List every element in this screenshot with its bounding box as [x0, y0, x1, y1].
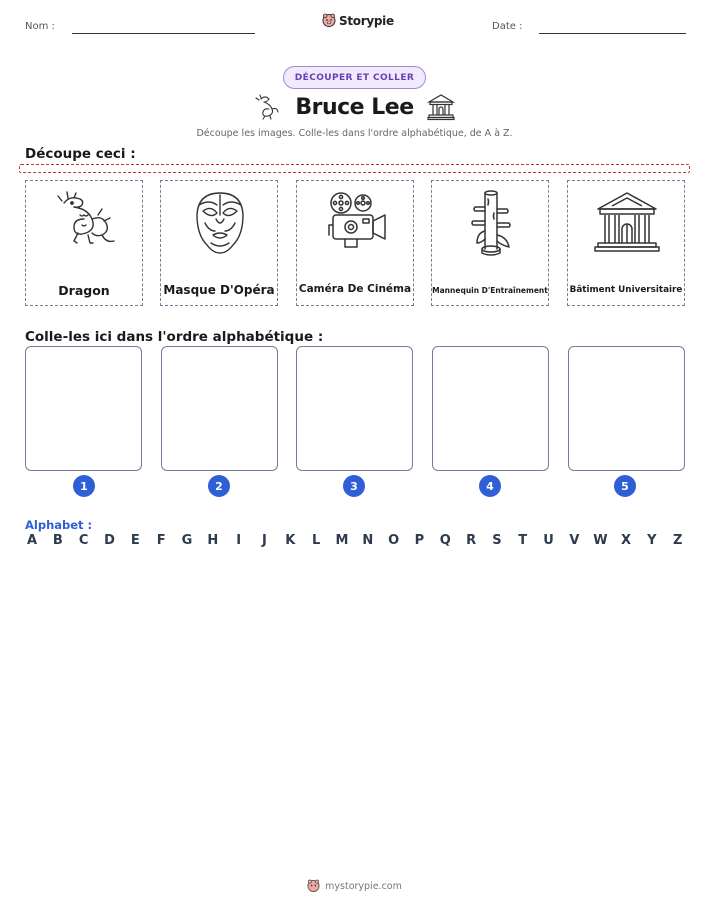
- footer: [0, 879, 709, 893]
- alphabet-letter: Y: [647, 533, 657, 548]
- brand-name: Storypie: [339, 13, 394, 28]
- film-camera-icon: [321, 189, 391, 259]
- order-number-1: 1: [73, 475, 95, 497]
- cut-card-dragon[interactable]: [25, 180, 143, 306]
- cut-card-wooden-dummy[interactable]: [431, 180, 549, 306]
- paste-box-3[interactable]: [296, 346, 413, 471]
- date-line[interactable]: [539, 33, 686, 34]
- alphabet-letter: T: [518, 533, 528, 548]
- alphabet-letter: R: [466, 533, 477, 548]
- cut-card-university-building[interactable]: [567, 180, 685, 306]
- alphabet-letter: F: [156, 533, 166, 548]
- wooden-dummy-icon: [456, 189, 526, 259]
- card-label: Masque D'Opéra: [163, 283, 275, 297]
- storypie-mascot-icon: [322, 13, 336, 28]
- name-line[interactable]: [72, 33, 255, 34]
- dragon-icon: [253, 92, 283, 122]
- alphabet-letter: L: [311, 533, 321, 548]
- alphabet-letter: B: [52, 533, 63, 548]
- alphabet-row: [25, 533, 685, 548]
- opera-mask-icon: [185, 189, 255, 259]
- alphabet-letter: V: [569, 533, 580, 548]
- alphabet-letter: X: [621, 533, 632, 548]
- alphabet-letter: E: [130, 533, 140, 548]
- name-label: Nom :: [25, 21, 55, 32]
- instructions: Découpe les images. Colle-les dans l'ordre alphabétique, de A à Z.: [196, 128, 513, 139]
- page-title: Bruce Lee: [295, 94, 414, 120]
- order-number-4: 4: [479, 475, 501, 497]
- alphabet-letter: P: [414, 533, 425, 548]
- alphabet-letter: O: [388, 533, 400, 548]
- paste-box-1[interactable]: [25, 346, 142, 471]
- brand-logo: [322, 13, 394, 28]
- paste-box-4[interactable]: [432, 346, 549, 471]
- storypie-mascot-icon: [307, 879, 320, 893]
- card-label: Caméra De Cinéma: [298, 283, 412, 295]
- footer-link[interactable]: mystorypie.com: [325, 880, 402, 892]
- cut-card-film-camera[interactable]: [296, 180, 414, 306]
- alphabet-letter: J: [262, 533, 267, 548]
- order-number-5: 5: [614, 475, 636, 497]
- alphabet-letter: W: [593, 533, 608, 548]
- alphabet-letter: H: [207, 533, 219, 548]
- alphabet-letter: S: [492, 533, 502, 548]
- paste-box-5[interactable]: [568, 346, 685, 471]
- card-label: Bâtiment Universitaire: [569, 285, 683, 295]
- alphabet-letter: M: [335, 533, 349, 548]
- date-label: Date :: [492, 21, 523, 32]
- alphabet-letter: K: [285, 533, 296, 548]
- cut-heading: Découpe ceci :: [25, 146, 136, 162]
- alphabet-letter: U: [543, 533, 554, 548]
- cut-line: [19, 164, 690, 173]
- cut-card-opera-mask[interactable]: [160, 180, 278, 306]
- order-number-2: 2: [208, 475, 230, 497]
- alphabet-letter: N: [362, 533, 374, 548]
- dragon-icon: [50, 189, 120, 259]
- alphabet-letter: A: [26, 533, 38, 548]
- alphabet-letter: Q: [439, 533, 451, 548]
- alphabet-letter: I: [236, 533, 242, 548]
- card-label: Mannequin D'Entraînement: [432, 286, 548, 295]
- alphabet-letter: G: [181, 533, 193, 548]
- building-icon: [426, 92, 456, 122]
- activity-badge: DÉCOUPER ET COLLER: [283, 66, 426, 89]
- alphabet-letter: Z: [672, 533, 683, 548]
- alphabet-letter: C: [78, 533, 89, 548]
- paste-heading: Colle-les ici dans l'ordre alphabétique :: [25, 329, 324, 345]
- alphabet-label: Alphabet :: [25, 518, 93, 532]
- alphabet-letter: D: [104, 533, 115, 548]
- university-building-icon: [592, 189, 662, 259]
- card-label: Dragon: [58, 283, 110, 298]
- paste-box-2[interactable]: [161, 346, 278, 471]
- title-row: [0, 92, 709, 122]
- order-number-3: 3: [343, 475, 365, 497]
